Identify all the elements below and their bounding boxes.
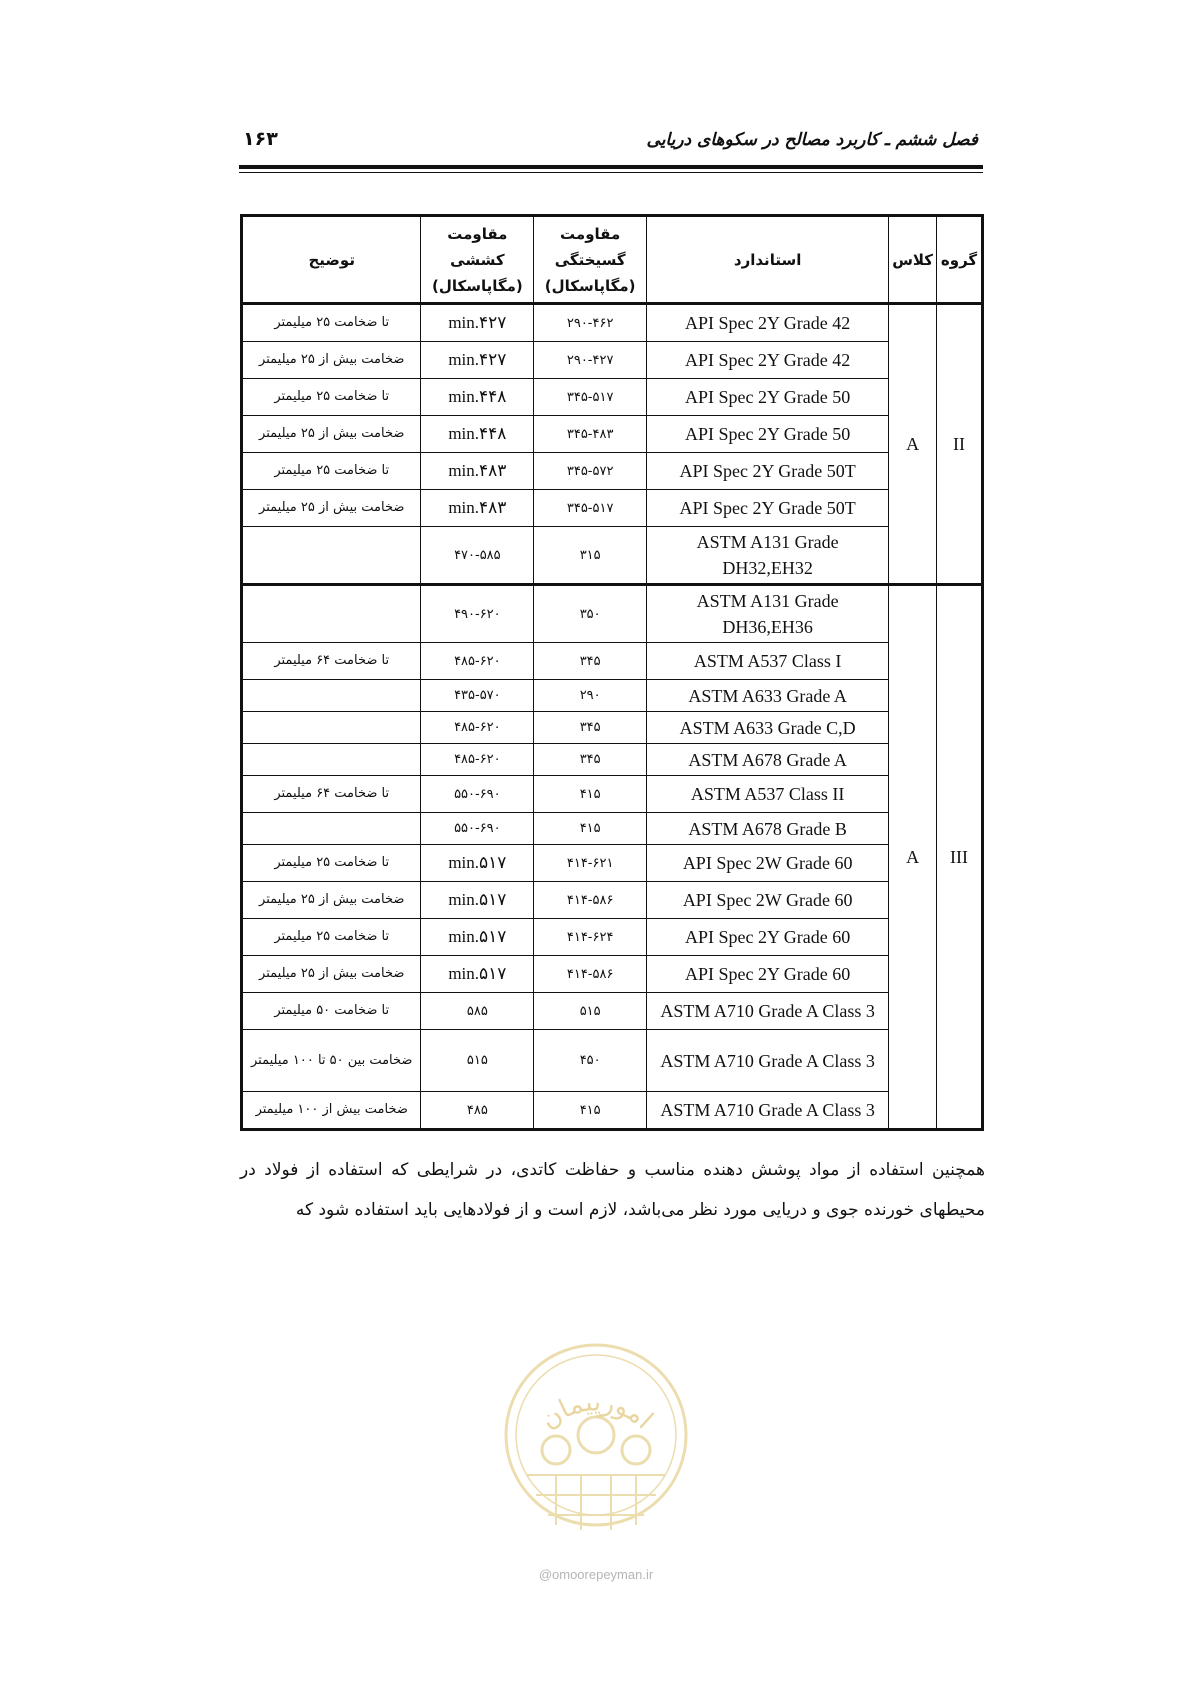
table-row [242, 776, 983, 813]
cell-standard: ASTM A633 Grade A [647, 680, 889, 712]
cell-description: تا ضخامت ۲۵ میلیمتر [242, 453, 421, 490]
cell-standard: API Spec 2W Grade 60 [647, 845, 889, 882]
table-row [242, 416, 983, 453]
cell-tensile: ۴۷۰-۵۸۵ [421, 527, 534, 585]
cell-tensile: ۴۳۵-۵۷۰ [421, 680, 534, 712]
cell-yield: ۴۱۵ [534, 813, 647, 845]
cell-tensile: min.۵۱۷ [421, 919, 534, 956]
cell-tensile: min.۴۸۳ [421, 490, 534, 527]
cell-description: تا ضخامت ۶۴ میلیمتر [242, 643, 421, 680]
cell-tensile: ۵۱۵ [421, 1030, 534, 1092]
cell-tensile: min.۴۴۸ [421, 416, 534, 453]
cell-description: تا ضخامت ۲۵ میلیمتر [242, 845, 421, 882]
cell-description: تا ضخامت ۵۰ میلیمتر [242, 993, 421, 1030]
table-row [242, 1092, 983, 1130]
table-row [242, 643, 983, 680]
cell-tensile: min.۵۱۷ [421, 956, 534, 993]
cell-description: ضخامت بیش از ۲۵ میلیمتر [242, 956, 421, 993]
cell-description: ضخامت بیش از ۲۵ میلیمتر [242, 490, 421, 527]
steel-spec-table [240, 214, 984, 1131]
table-row [242, 527, 983, 585]
cell-description: تا ضخامت ۲۵ میلیمتر [242, 304, 421, 342]
cell-description: ضخامت بیش از ۲۵ میلیمتر [242, 416, 421, 453]
cell-standard: API Spec 2Y Grade 50T [647, 490, 889, 527]
header-group: گروه [937, 216, 983, 304]
cell-tensile: ۵۵۰-۶۹۰ [421, 776, 534, 813]
table-row [242, 1030, 983, 1092]
table-row [242, 845, 983, 882]
cell-class: A [889, 585, 937, 1130]
cell-standard: ASTM A710 Grade A Class 3 [647, 993, 889, 1030]
cell-yield: ۳۴۵-۵۷۲ [534, 453, 647, 490]
table-row [242, 919, 983, 956]
cell-standard: ASTM A537 Class I [647, 643, 889, 680]
cell-yield: ۴۱۵ [534, 1092, 647, 1130]
cell-yield: ۴۱۴-۵۸۶ [534, 956, 647, 993]
table-row [242, 712, 983, 744]
table-row [242, 680, 983, 712]
page-number: ۱۶۳ [243, 128, 278, 150]
cell-yield: ۲۹۰-۴۲۷ [534, 342, 647, 379]
cell-standard: ASTM A633 Grade C,D [647, 712, 889, 744]
cell-standard: ASTM A710 Grade A Class 3 [647, 1030, 889, 1092]
cell-standard: API Spec 2Y Grade 60 [647, 919, 889, 956]
cell-yield: ۳۵۰ [534, 585, 647, 643]
table-header-row [242, 216, 983, 304]
watermark-logo-text: امورپیمان [534, 1387, 659, 1436]
table-body [242, 304, 983, 1130]
header-class: کلاس [889, 216, 937, 304]
cell-yield: ۵۱۵ [534, 993, 647, 1030]
header-tensile: مقاومت کششی (مگاپاسکال) [421, 216, 534, 304]
table-row [242, 379, 983, 416]
cell-yield: ۳۴۵ [534, 744, 647, 776]
cell-tensile: ۴۸۵ [421, 1092, 534, 1130]
cell-yield: ۲۹۰ [534, 680, 647, 712]
cell-tensile: min.۵۱۷ [421, 845, 534, 882]
cell-standard: API Spec 2Y Grade 50T [647, 453, 889, 490]
cell-description [242, 712, 421, 744]
cell-yield: ۴۱۴-۵۸۶ [534, 882, 647, 919]
page-header [239, 128, 978, 168]
table-row [242, 956, 983, 993]
cell-description: ضخامت بیش از ۲۵ میلیمتر [242, 342, 421, 379]
cell-description: تا ضخامت ۲۵ میلیمتر [242, 919, 421, 956]
cell-tensile: min.۴۲۷ [421, 342, 534, 379]
cell-description [242, 527, 421, 585]
cell-standard: ASTM A537 Class II [647, 776, 889, 813]
cell-tensile: ۵۵۰-۶۹۰ [421, 813, 534, 845]
header-rule-thick [239, 165, 983, 169]
cell-yield: ۳۴۵ [534, 712, 647, 744]
cell-tensile: ۴۸۵-۶۲۰ [421, 744, 534, 776]
header-rule-thin [239, 172, 983, 173]
cell-standard: API Spec 2Y Grade 60 [647, 956, 889, 993]
cell-standard: API Spec 2W Grade 60 [647, 882, 889, 919]
cell-description [242, 680, 421, 712]
header-description: توضیح [242, 216, 421, 304]
cell-standard: ASTM A678 Grade A [647, 744, 889, 776]
body-paragraph: همچنین استفاده از مواد پوشش دهنده مناسب و حفاظت کاتدی، در شرایطی که استفاده از فولاد در محیطهای خورنده جوی و دریایی مورد نظر می‌باشد، لازم است و از فولادهایی باید استفاده شود که [240, 1160, 985, 1220]
cell-tensile: ۴۸۵-۶۲۰ [421, 643, 534, 680]
header-yield: مقاومت گسیختگی (مگاپاسکال) [534, 216, 647, 304]
cell-description: ضخامت بین ۵۰ تا ۱۰۰ میلیمتر [242, 1030, 421, 1092]
cell-standard: API Spec 2Y Grade 42 [647, 304, 889, 342]
cell-standard: API Spec 2Y Grade 50 [647, 379, 889, 416]
chapter-title: فصل ششم ـ کاربرد مصالح در سکوهای دریایی [646, 130, 978, 150]
cell-tensile: min.۴۲۷ [421, 304, 534, 342]
cell-description [242, 813, 421, 845]
cell-tensile: ۴۹۰-۶۲۰ [421, 585, 534, 643]
cell-standard: ASTM A131 Grade DH36,EH36 [647, 585, 889, 643]
cell-description [242, 585, 421, 643]
cell-standard: ASTM A131 Grade DH32,EH32 [647, 527, 889, 585]
cell-yield: ۳۴۵ [534, 643, 647, 680]
cell-tensile: ۵۸۵ [421, 993, 534, 1030]
cell-class: A [889, 304, 937, 585]
table-row [242, 744, 983, 776]
cell-yield: ۳۴۵-۵۱۷ [534, 490, 647, 527]
cell-group: II [937, 304, 983, 585]
watermark [486, 1325, 706, 1585]
cell-yield: ۴۱۵ [534, 776, 647, 813]
svg-text:امورپیمان [535, 1387, 659, 1435]
table-row [242, 342, 983, 379]
header-standard: استاندارد [647, 216, 889, 304]
table-row [242, 813, 983, 845]
cell-yield: ۳۱۵ [534, 527, 647, 585]
cell-standard: ASTM A678 Grade B [647, 813, 889, 845]
table-row [242, 490, 983, 527]
cell-yield: ۲۹۰-۴۶۲ [534, 304, 647, 342]
table-row [242, 993, 983, 1030]
cell-standard: API Spec 2Y Grade 50 [647, 416, 889, 453]
cell-standard: API Spec 2Y Grade 42 [647, 342, 889, 379]
cell-yield: ۳۴۵-۴۸۳ [534, 416, 647, 453]
cell-tensile: min.۴۸۳ [421, 453, 534, 490]
table-row [242, 585, 983, 643]
cell-yield: ۳۴۵-۵۱۷ [534, 379, 647, 416]
cell-tensile: min.۵۱۷ [421, 882, 534, 919]
cell-description: تا ضخامت ۶۴ میلیمتر [242, 776, 421, 813]
cell-tensile: min.۴۴۸ [421, 379, 534, 416]
watermark-site: @omoorepeyman.ir [538, 1567, 654, 1582]
table-row [242, 882, 983, 919]
cell-group: III [937, 585, 983, 1130]
cell-description: تا ضخامت ۲۵ میلیمتر [242, 379, 421, 416]
cell-tensile: ۴۸۵-۶۲۰ [421, 712, 534, 744]
cell-yield: ۴۱۴-۶۲۴ [534, 919, 647, 956]
cell-yield: ۴۵۰ [534, 1030, 647, 1092]
omoorepeyman-logo-icon [486, 1325, 706, 1565]
cell-description: ضخامت بیش از ۱۰۰ میلیمتر [242, 1092, 421, 1130]
cell-yield: ۴۱۴-۶۲۱ [534, 845, 647, 882]
cell-description: ضخامت بیش از ۲۵ میلیمتر [242, 882, 421, 919]
table-row [242, 304, 983, 342]
cell-standard: ASTM A710 Grade A Class 3 [647, 1092, 889, 1130]
table-row [242, 453, 983, 490]
cell-description [242, 744, 421, 776]
